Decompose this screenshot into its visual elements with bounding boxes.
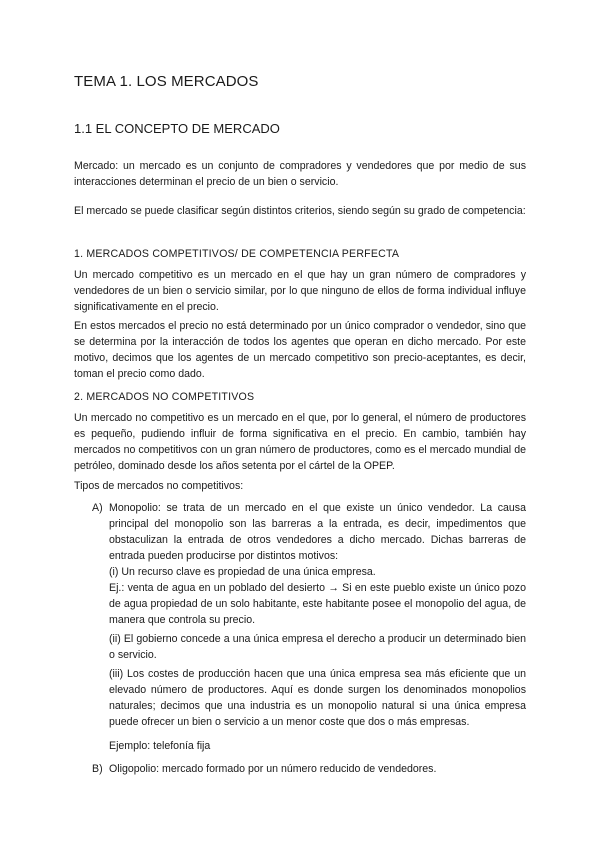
competitive-paragraph-1: Un mercado competitivo es un mercado en el que hay un gran número de compradores y vendedores de un bien o servicio similar, por lo que ninguno de ellos de forma individual influye significativamente en el precio. (74, 269, 526, 313)
types-intro: Tipos de mercados no competitivos: (74, 480, 244, 492)
monopoly-paragraph: Monopolio: se trata de un mercado en el que existe un único vendedor. La causa principal del monopolio son las barreras a la entrada, es decir, impedimentos que obstaculizan la entrada de otros vendedores a dicho mercado. Dichas barreras de entrada pueden producirse por distintos motivos: (109, 502, 526, 562)
list-marker-b: B) (92, 763, 103, 775)
section-title: 1.1 EL CONCEPTO DE MERCADO (74, 121, 280, 136)
oligopoly-paragraph: Oligopolio: mercado formado por un número reducido de vendedores. (109, 763, 437, 775)
classification-paragraph: El mercado se puede clasificar según distintos criterios, siendo según su grado de competencia: (74, 205, 526, 217)
monopoly-example-1: Ej.: venta de agua en un poblado del desierto → Si en este pueblo existe un único pozo de agua propiedad de un solo habitante, este habitante posee el monopolio del agua, de manera que controla su precio. (109, 582, 526, 626)
non-competitive-paragraph: Un mercado no competitivo es un mercado en el que, por lo general, el número de productores es pequeño, pudiendo influir de forma significativa en el precio. En cambio, también hay mercados no competitivos con un gran número de productores, como es el mercado mundial de petróleo, dominado desde los años setenta por el cártel de la OPEP. (74, 412, 526, 472)
market-definition: Mercado: un mercado es un conjunto de compradores y vendedores que por medio de sus interacciones determinan el precio de un bien o servicio. (74, 160, 526, 188)
monopoly-example-3: Ejemplo: telefonía fija (109, 740, 211, 752)
monopoly-cause-2: (ii) El gobierno concede a una única empresa el derecho a producir un determinado bien o servicio. (109, 633, 526, 661)
non-competitive-heading: 2. MERCADOS NO COMPETITIVOS (74, 391, 255, 403)
monopoly-cause-1: (i) Un recurso clave es propiedad de una única empresa. (109, 566, 376, 578)
competitive-paragraph-2: En estos mercados el precio no está determinado por un único comprador o vendedor, sino que se determina por la interacción de todos los agentes que operan en dicho mercado. Por este motivo, decimos que los agentes de un mercado competitivo son precio-aceptantes, es decir, toman el precio como dado. (74, 320, 526, 380)
monopoly-cause-3: (iii) Los costes de producción hacen que una única empresa sea más eficiente que un elevado número de productores. Aquí es donde surgen los denominados monopolios naturales; decimos que una industria es un monopolio natural si una única empresa puede ofrecer un bien o servicio a un menor coste que dos o más empresas. (109, 668, 526, 728)
list-marker-a: A) (92, 502, 103, 514)
page-title: TEMA 1. LOS MERCADOS (74, 73, 259, 90)
competitive-markets-heading: 1. MERCADOS COMPETITIVOS/ DE COMPETENCIA PERFECTA (74, 248, 400, 260)
